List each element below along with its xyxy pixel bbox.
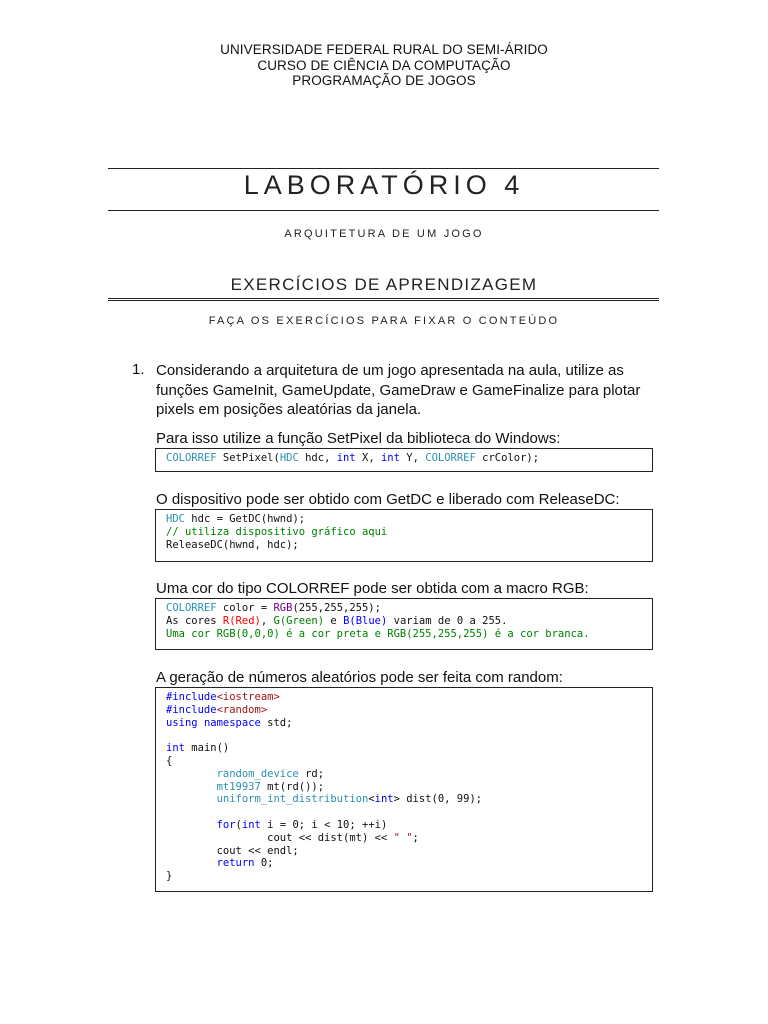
code-token: i = 0; i < 10; ++i) bbox=[267, 818, 388, 831]
code-token: e bbox=[330, 614, 344, 627]
code-token: main() bbox=[191, 742, 230, 755]
code-token: cout << endl; bbox=[166, 844, 299, 857]
code-token: <random> bbox=[216, 703, 268, 716]
code-token: As cores bbox=[166, 614, 223, 627]
code-line bbox=[166, 857, 642, 870]
code-line bbox=[166, 806, 642, 819]
code-token bbox=[166, 819, 217, 831]
code-token: , bbox=[260, 614, 274, 627]
code-token: 0; bbox=[260, 857, 274, 870]
code-token: { bbox=[166, 754, 173, 767]
code-token: ReleaseDC(hwnd, hdc); bbox=[166, 538, 299, 551]
code-token: #include bbox=[166, 691, 217, 703]
code-token: ; bbox=[412, 831, 419, 844]
code-line bbox=[166, 729, 642, 742]
title-bottom-rule bbox=[108, 210, 659, 211]
block-label-getdc: O dispositivo pode ser obtido com GetDC e liberado com ReleaseDC: bbox=[156, 491, 620, 508]
code-block-setpixel bbox=[155, 448, 653, 472]
code-token: cout << dist(mt) << bbox=[166, 831, 394, 844]
code-token: variam de 0 a 255. bbox=[393, 614, 508, 627]
code-token bbox=[166, 768, 217, 780]
code-line bbox=[166, 704, 642, 717]
code-token bbox=[166, 781, 217, 793]
code-block-getdc bbox=[155, 509, 653, 562]
code-token: } bbox=[166, 870, 173, 883]
code-token: ( bbox=[235, 818, 242, 831]
code-line bbox=[166, 602, 642, 615]
code-line bbox=[166, 717, 642, 730]
block-label-rgb: Uma cor do tipo COLORREF pode ser obtida com a macro RGB: bbox=[156, 580, 589, 597]
code-token: HDC bbox=[279, 452, 306, 464]
code-token: G(Green) bbox=[273, 614, 331, 627]
code-token: X, bbox=[362, 452, 381, 464]
code-line bbox=[166, 845, 642, 858]
code-token: // utiliza dispositivo gráfico aqui bbox=[166, 525, 388, 538]
code-token: color = bbox=[222, 602, 274, 614]
code-token: (255,255,255); bbox=[292, 602, 381, 614]
code-token: R(Red) bbox=[222, 614, 261, 627]
code-token: using bbox=[166, 716, 204, 729]
lab-title: LABORATÓRIO 4 bbox=[243, 170, 525, 200]
code-line bbox=[166, 628, 642, 641]
code-block-rgb bbox=[155, 598, 653, 650]
exercise-number: 1. bbox=[132, 361, 145, 378]
code-token: Uma cor RGB(0,0,0) é a cor preta e RGB(255,255,255) é a cor branca. bbox=[166, 627, 590, 640]
code-token: #include bbox=[166, 703, 217, 716]
course-name: CURSO DE CIÊNCIA DA COMPUTAÇÃO bbox=[257, 57, 511, 73]
code-token: int bbox=[336, 452, 363, 464]
section-rule bbox=[108, 298, 659, 301]
section-instruction: FAÇA OS EXERCÍCIOS PARA FIXAR O CONTEÚDO bbox=[208, 315, 560, 327]
code-line bbox=[166, 819, 642, 832]
block-label-setpixel: Para isso utilize a função SetPixel da biblioteca do Windows: bbox=[156, 430, 561, 447]
code-token: COLORREF bbox=[425, 452, 483, 464]
code-line bbox=[166, 452, 642, 465]
code-token: rd; bbox=[305, 767, 325, 780]
code-token: > dist(0, 99); bbox=[393, 793, 483, 806]
code-line bbox=[166, 755, 642, 768]
code-block-random bbox=[155, 687, 653, 892]
code-token: random_device bbox=[216, 767, 306, 780]
code-token: int bbox=[241, 818, 268, 831]
university-name: UNIVERSIDADE FEDERAL RURAL DO SEMI-ÁRIDO bbox=[220, 42, 548, 57]
document-header bbox=[0, 42, 768, 89]
code-token: HDC bbox=[166, 513, 192, 525]
lab-subtitle: ARQUITETURA DE UM JOGO bbox=[284, 228, 484, 240]
code-token: hdc, bbox=[305, 452, 337, 464]
code-token: mt19937 bbox=[216, 780, 268, 793]
code-token: Y, bbox=[406, 452, 426, 464]
code-line bbox=[166, 539, 642, 552]
code-line bbox=[166, 513, 642, 526]
code-token bbox=[166, 793, 217, 805]
code-token: hdc = GetDC(hwnd); bbox=[191, 513, 306, 525]
title-top-rule bbox=[108, 168, 659, 169]
discipline-name: PROGRAMAÇÃO DE JOGOS bbox=[292, 73, 476, 88]
code-token: int bbox=[166, 742, 192, 755]
code-line bbox=[166, 832, 642, 845]
code-token: for bbox=[216, 818, 236, 831]
code-token: crColor); bbox=[482, 452, 540, 464]
code-token: SetPixel( bbox=[222, 452, 280, 464]
code-line bbox=[166, 870, 642, 883]
code-line bbox=[166, 615, 642, 628]
code-token: B(Blue) bbox=[343, 614, 394, 627]
code-token: int bbox=[380, 452, 407, 464]
code-token: int bbox=[374, 793, 394, 806]
code-token: < bbox=[368, 793, 375, 806]
code-token: namespace bbox=[203, 716, 268, 729]
code-line bbox=[166, 793, 642, 806]
code-token: std; bbox=[267, 716, 293, 729]
code-line bbox=[166, 526, 642, 539]
code-token bbox=[166, 857, 217, 869]
section-title: EXERCÍCIOS DE APRENDIZAGEM bbox=[230, 275, 538, 294]
code-line bbox=[166, 742, 642, 755]
code-token: RGB bbox=[273, 602, 293, 614]
code-token: mt(rd()); bbox=[267, 780, 325, 793]
code-token: <iostream> bbox=[216, 691, 280, 703]
code-token: COLORREF bbox=[166, 452, 223, 464]
exercise-text: Considerando a arquitetura de um jogo apresentada na aula, utilize as funções GameInit, GameUpdate, GameDraw e GameFinalize para plotar pixels em posições aleatórias da janela. bbox=[156, 362, 641, 418]
block-label-random: A geração de números aleatórios pode ser feita com random: bbox=[156, 669, 563, 686]
code-line bbox=[166, 691, 642, 704]
code-token: uniform_int_distribution bbox=[216, 793, 369, 806]
code-line bbox=[166, 768, 642, 781]
code-line bbox=[166, 781, 642, 794]
code-token: COLORREF bbox=[166, 602, 223, 614]
code-token: " " bbox=[393, 831, 413, 844]
code-token: return bbox=[216, 857, 261, 870]
